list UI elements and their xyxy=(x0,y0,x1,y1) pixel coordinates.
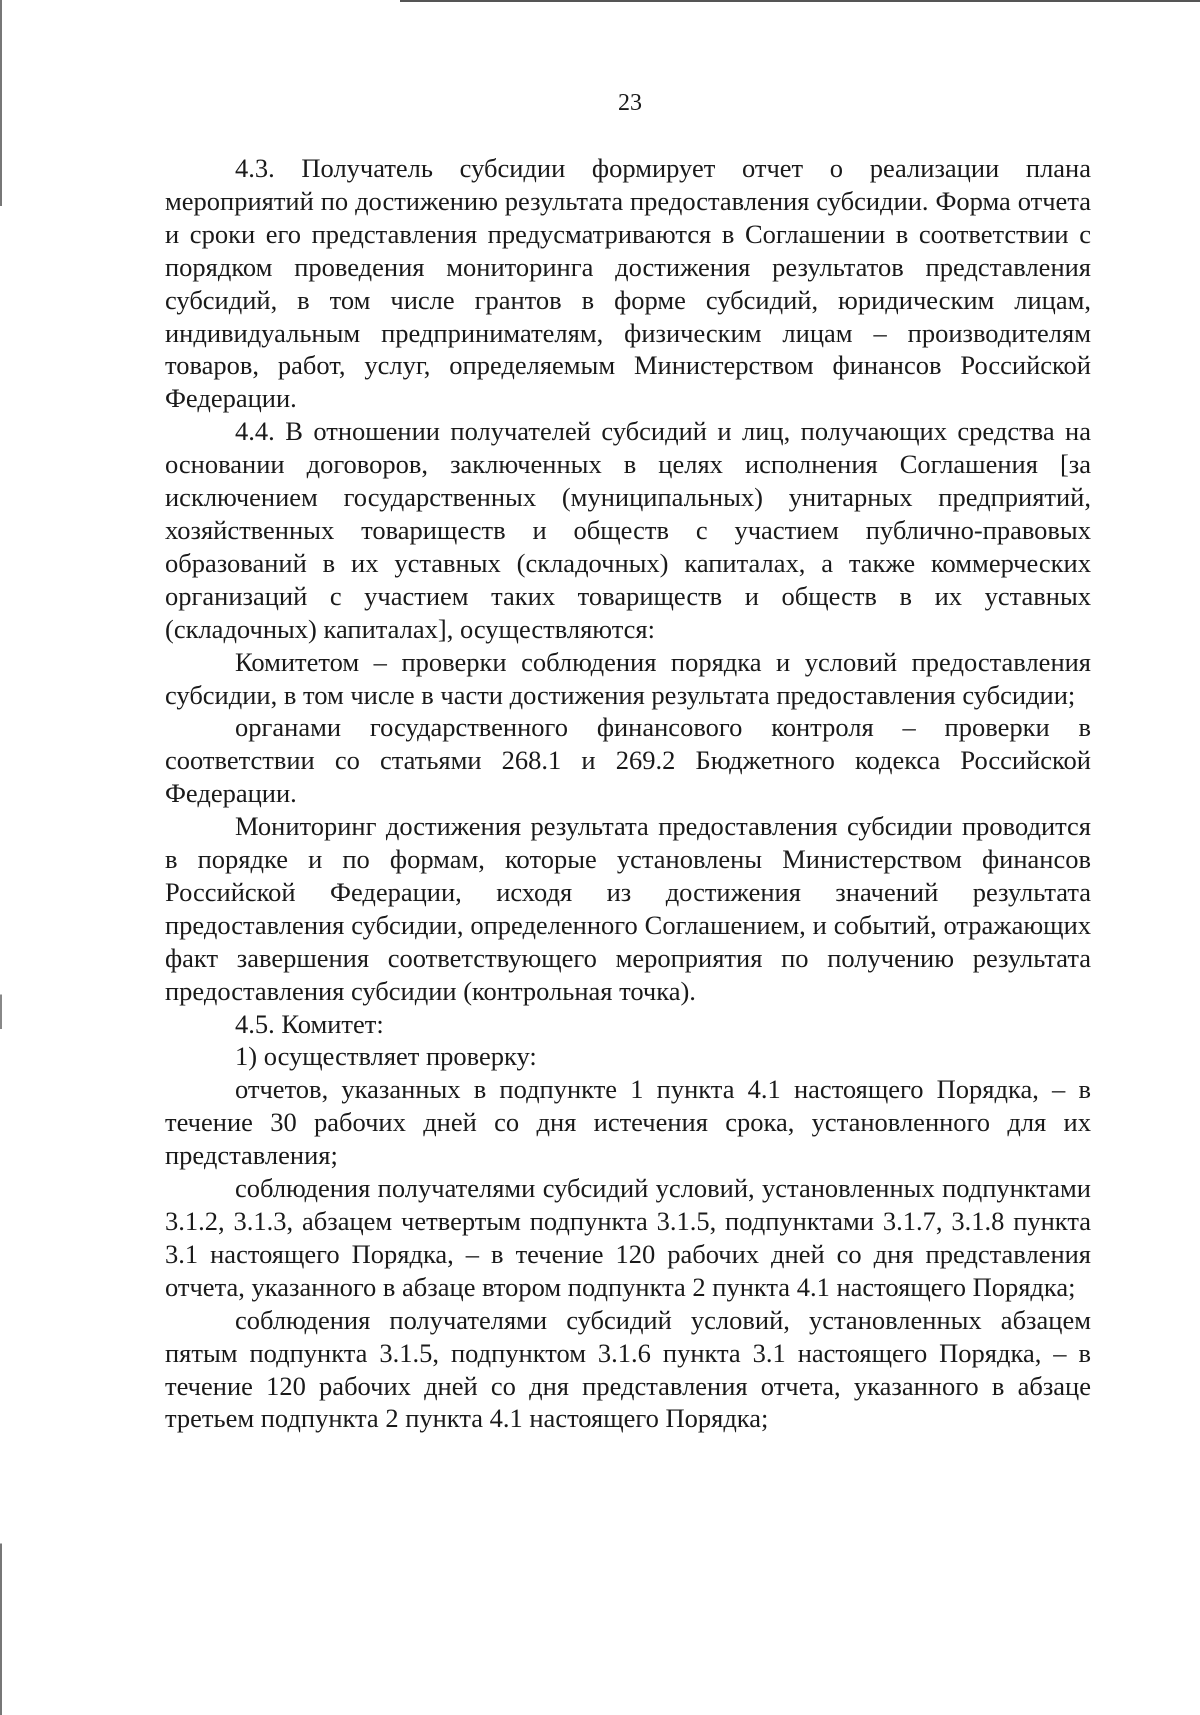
document-body xyxy=(165,152,1091,1435)
scan-edge-left xyxy=(0,0,2,1715)
paragraph-conditions-check-2: соблюдения получателями субсидий условий, установленных абзацем пятым подпункта 3.1.5, подпунктом 3.1.6 пункта 3.1 настоящего Порядка, – в течение 120 рабочих дней со дня представления отчета, указанного в абзаце третьем подпункта 2 пункта 4.1 настоящего Порядка; xyxy=(165,1304,1091,1434)
paragraph-conditions-check-1: соблюдения получателями субсидий условий, установленных подпунктами 3.1.2, 3.1.3, абзацем четвертым подпункта 3.1.5, подпунктами 3.1.7, 3.1.8 пункта 3.1 настоящего Порядка, – в течение 120 рабочих дней со дня представления отчета, указанного в абзаце втором подпункта 2 пункта 4.1 настоящего Порядка; xyxy=(165,1173,1091,1302)
paragraph-4-5-heading: 4.5. Комитет: xyxy=(235,1008,384,1039)
paragraph-reports-check: отчетов, указанных в подпункте 1 пункта 4.1 настоящего Порядка, – в течение 30 рабочих дней со дня истечения срока, установленного для их представления; xyxy=(165,1074,1091,1171)
paragraph-4-4: 4.4. В отношении получателей субсидий и лиц, получающих средства на основании договоров, заключенных в целях исполнения Соглашения [за исключением государственных (муниципальных) унитарных предприятий, хозяйственных товариществ и обществ с участием публично-правовых образований в их уставных (складочных) капиталах, а также коммерческих организаций с участием таких товариществ и обществ в их уставных (складочных) капиталах], осуществляются: xyxy=(165,416,1091,644)
paragraph-monitoring: Мониторинг достижения результата предоставления субсидии проводится в порядке и по формам, которые установлены Министерством финансов Российской Федерации, исходя из достижения значений результата предоставления субсидии, определенного Соглашением, и событий, отражающих факт завершения соответствующего мероприятия по получению результата предоставления субсидии (контрольная точка). xyxy=(165,811,1091,1006)
paragraph-item-1: 1) осуществляет проверку: xyxy=(235,1041,537,1072)
scan-edge-top xyxy=(400,0,1200,2)
paragraph-financial-control: органами государственного финансового контроля – проверки в соответствии со статьями 268.1 и 269.2 Бюджетного кодекса Российской Федерации. xyxy=(165,712,1091,809)
paragraph-4-3: 4.3. Получатель субсидии формирует отчет о реализации плана мероприятий по достижению результата предоставления субсидии. Форма отчета и сроки его представления предусматриваются в Соглашении в соответствии с порядком проведения мониторинга достижения результатов представления субсидий, в том числе грантов в форме субсидий, юридическим лицам, индивидуальным предпринимателям, физическим лицам – производителям товаров, работ, услуг, определяемым Министерством финансов Российской Федерации. xyxy=(165,153,1091,414)
page-number: 23 xyxy=(618,90,642,116)
paragraph-committee-checks: Комитетом – проверки соблюдения порядка и условий предоставления субсидии, в том числе в части достижения результата предоставления субсидии; xyxy=(165,646,1091,710)
